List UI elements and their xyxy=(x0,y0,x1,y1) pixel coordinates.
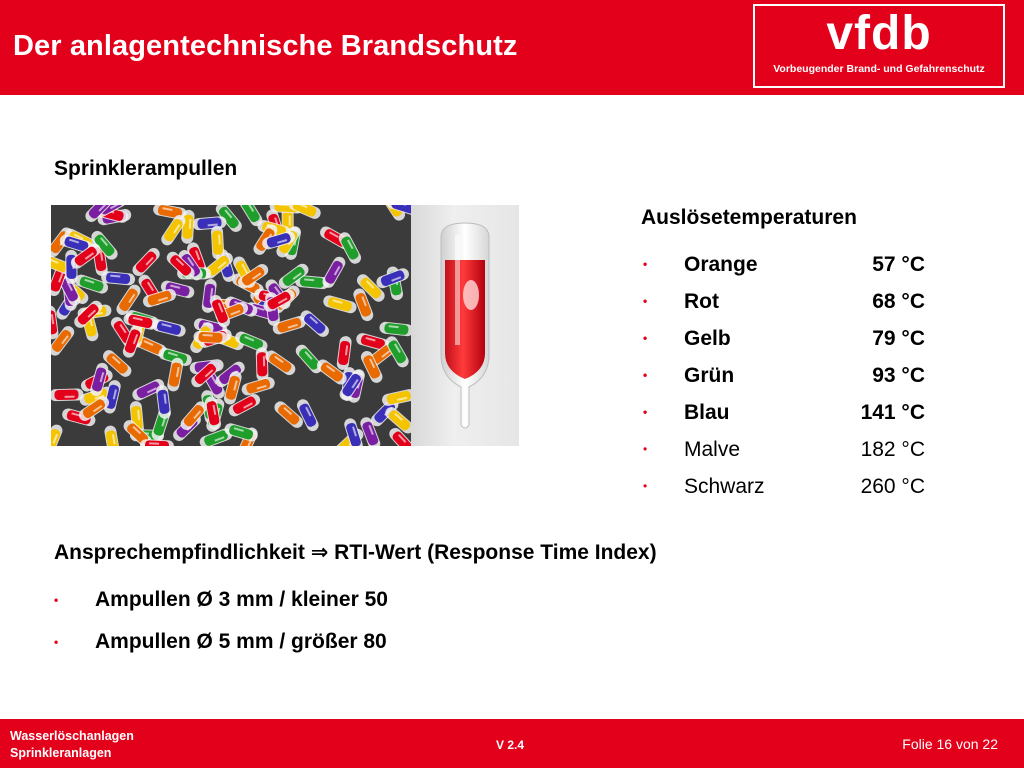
temperature-value: 93 °C xyxy=(872,364,925,387)
bulb-shape xyxy=(51,388,84,401)
bullet-icon: • xyxy=(643,405,648,419)
color-name: Schwarz xyxy=(684,475,765,498)
temperature-value: 57 °C xyxy=(872,253,925,276)
temperature-value: 141 °C xyxy=(860,401,925,424)
version-label: V 2.4 xyxy=(496,738,525,752)
header-bar xyxy=(0,0,1024,95)
page-title: Der anlagentechnische Brandschutz xyxy=(13,30,518,62)
color-name: Rot xyxy=(684,290,719,313)
footer-topic xyxy=(10,728,134,762)
single-bulb-photo xyxy=(411,205,519,446)
color-name: Malve xyxy=(684,438,741,461)
footer-topic-line2: Sprinkleranlagen xyxy=(10,746,112,760)
temperature-item xyxy=(641,283,941,320)
rti-item-text: Ampullen Ø 3 mm / kleiner 50 xyxy=(95,588,388,611)
bullet-icon: • xyxy=(643,257,648,271)
slide-number: Folie 16 von 22 xyxy=(902,736,998,752)
footer-topic-line1: Wasserlöschanlagen xyxy=(10,729,134,743)
sprinkler-bulbs-photo xyxy=(51,205,411,446)
temperature-value: 68 °C xyxy=(872,290,925,313)
temperature-value: 79 °C xyxy=(872,327,925,350)
temperature-item xyxy=(641,394,941,431)
temperature-value: 182 °C xyxy=(860,438,925,461)
red-bulb-image xyxy=(411,205,519,446)
rti-title: Ansprechempfindlichkeit ⇒ RTI-Wert (Response Time Index) xyxy=(54,541,657,564)
temperature-item xyxy=(641,431,941,468)
color-name: Blau xyxy=(684,401,730,424)
logo-subtitle: Vorbeugender Brand- und Gefahrenschutz xyxy=(773,63,985,75)
color-name: Orange xyxy=(684,253,758,276)
rti-item-text: Ampullen Ø 5 mm / größer 80 xyxy=(95,630,387,653)
bullet-icon: • xyxy=(643,442,648,456)
bullet-icon: • xyxy=(643,479,648,493)
temperature-value: 260 °C xyxy=(860,475,925,498)
bulb-shape xyxy=(181,209,195,244)
vfdb-logo xyxy=(753,4,1005,88)
color-name: Grün xyxy=(684,364,735,387)
temperature-item xyxy=(641,357,941,394)
bullet-icon: • xyxy=(54,635,59,649)
footer-bar xyxy=(0,719,1024,768)
bullet-icon: • xyxy=(643,294,648,308)
temperature-item xyxy=(641,246,941,283)
bulbs-image xyxy=(51,205,411,446)
trigger-temperatures-title: Auslösetemperaturen xyxy=(641,206,857,229)
section-title: Sprinklerampullen xyxy=(54,157,238,180)
bulb-shape xyxy=(193,331,228,345)
temperature-item xyxy=(641,468,941,505)
bullet-icon: • xyxy=(643,368,648,382)
temperature-list xyxy=(641,246,941,505)
temperature-item xyxy=(641,320,941,357)
logo-mark: vfdb xyxy=(826,7,932,60)
color-name: Gelb xyxy=(684,327,731,350)
bullet-icon: • xyxy=(54,593,59,607)
bulb-shape xyxy=(256,347,269,381)
bullet-icon: • xyxy=(643,331,648,345)
